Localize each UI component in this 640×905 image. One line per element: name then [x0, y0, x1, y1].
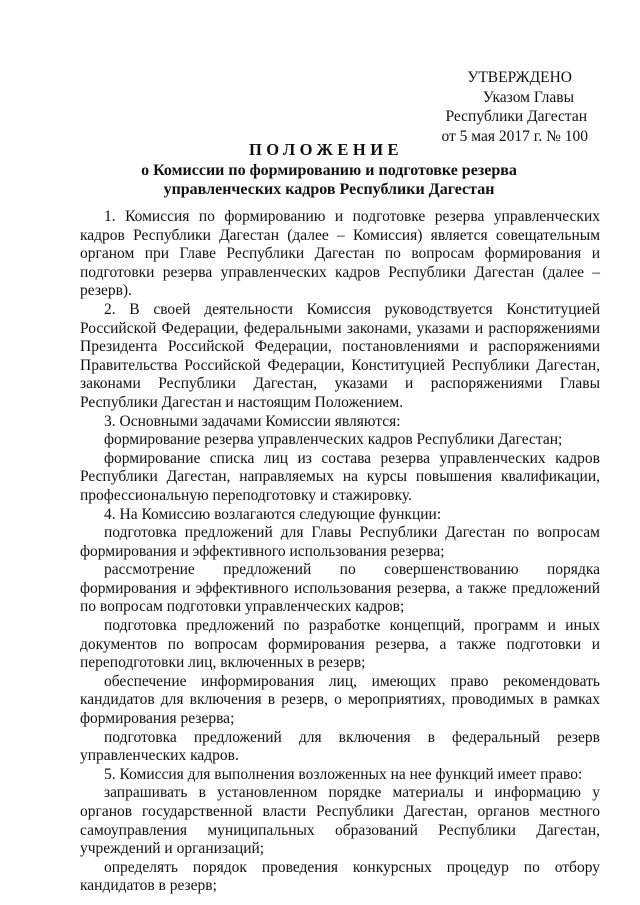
- function-item-2: рассмотрение предложений по совершенствованию порядка формирования и эффективного использования резерва, а также предложений по вопросам подготовки управленческих кадров;: [80, 561, 600, 616]
- document-subtitle-line-1: о Комиссии по формированию и подготовке резерва: [141, 162, 517, 179]
- document-body: [80, 208, 600, 896]
- task-item-2: формирование списка лиц из состава резерва управленческих кадров Республики Дагестан, направляемых на курсы повышения квалификации, профессиональную переподготовку и стажировку.: [80, 449, 600, 504]
- approval-line-1: Указом Главы: [482, 88, 574, 106]
- right-item-1: запрашивать в установленном порядке материалы и информацию у органов государственной власти Республики Дагестан, органов местного самоуправления муниципальных образований Республики Дагестан, учреждений и организаций;: [80, 784, 600, 858]
- paragraph-5: 5. Комиссия для выполнения возложенных на нее функций имеет право:: [104, 765, 583, 783]
- paragraph-2: 2. В своей деятельности Комиссия руководствуется Конституцией Российской Федерации, федеральными законами, указами и распоряжениями Президента Российской Федерации, постановлениями и распоряжениями Правительства Российской Федерации, Конституцией Республики Дагестан, законами Республики Дагестан, указами и распоряжениями Главы Республики Дагестан и настоящим Положением.: [80, 300, 600, 411]
- approval-title: УТВЕРЖДЕНО: [467, 69, 572, 86]
- document-heading: [0, 140, 640, 199]
- paragraph-1: 1. Комиссия по формированию и подготовке резерва управленческих кадров Республики Дагестан (далее – Комиссия) является совещательным органом при Главе Республики Дагестан по вопросам формирования и подготовки резерва управленческих кадров Республики Дагестан (далее – резерв).: [80, 208, 600, 300]
- task-item-1: формирование резерва управленческих кадров Республики Дагестан;: [104, 431, 563, 449]
- function-item-3: подготовка предложений по разработке концепций, программ и иных документов по вопросам формирования резерва, а также подготовки и переподготовки лиц, включенных в резерв;: [80, 617, 600, 672]
- function-item-5: подготовка предложений для включения в федеральный резерв управленческих кадров.: [80, 728, 600, 765]
- paragraph-4: 4. На Комиссию возлагаются следующие функции:: [104, 505, 442, 523]
- document-title: ПОЛОЖЕНИЕ: [248, 140, 404, 159]
- function-item-4: обеспечение информирования лиц, имеющих право рекомендовать кандидатов для включения в резерв, о мероприятиях, проводимых в рамках формирования резерва;: [80, 672, 600, 728]
- function-item-1: подготовка предложений для Главы Республики Дагестан по вопросам формирования и эффективного использования резерва;: [80, 524, 600, 560]
- document-subtitle-line-2: управленческих кадров Республики Дагестан: [163, 181, 495, 198]
- approval-stamp: [0, 68, 588, 146]
- approval-line-3: от 5 мая 2017 г. № 100: [441, 127, 588, 145]
- approval-line-2: Республики Дагестан: [445, 108, 587, 125]
- paragraph-3: 3. Основными задачами Комиссии являются:: [104, 412, 401, 430]
- right-item-2: определять порядок проведения конкурсных процедур по отбору кандидатов в резерв;: [80, 858, 600, 895]
